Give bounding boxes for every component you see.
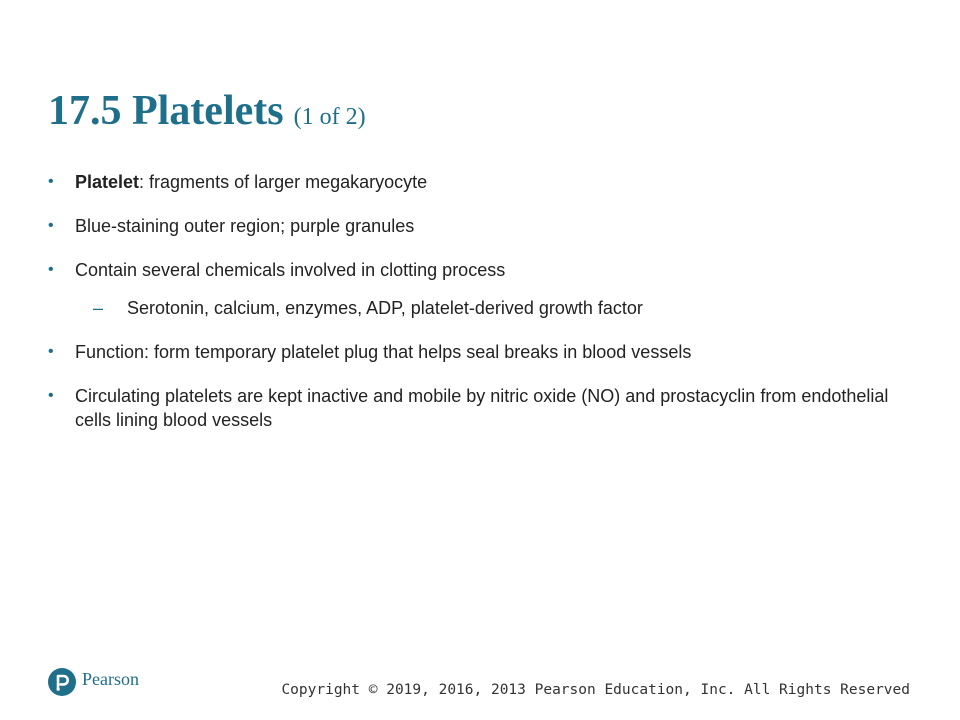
bullet-text: Contain several chemicals involved in clotting process — [75, 260, 506, 280]
sub-bullet-text: Serotonin, calcium, enzymes, ADP, platelet-derived growth factor — [127, 298, 643, 318]
pearson-p-logo-icon — [48, 668, 76, 696]
bullet-icon: • — [48, 387, 54, 404]
bullet-term: Platelet — [75, 172, 140, 192]
dash-icon: – — [93, 298, 104, 318]
bullet-icon: • — [48, 261, 54, 278]
bullet-icon: • — [48, 173, 54, 190]
bullet-icon: • — [48, 343, 54, 360]
bullet-text: Function: form temporary platelet plug that helps seal breaks in blood vessels — [75, 342, 692, 362]
slide-title-text: 17.5 Platelets — [48, 88, 284, 134]
bullet-item — [48, 258, 918, 282]
pearson-logo — [48, 668, 139, 696]
slide-title-suffix: (1 of 2) — [293, 104, 366, 130]
sub-bullet-item — [48, 296, 918, 320]
copyright-notice: Copyright © 2019, 2016, 2013 Pearson Education, Inc. All Rights Reserved — [281, 682, 910, 698]
bullet-icon: • — [48, 217, 54, 234]
bullet-item — [48, 170, 918, 194]
bullet-text: : fragments of larger megakaryocyte — [139, 172, 428, 192]
bullet-item — [48, 214, 918, 238]
bullet-item — [48, 384, 918, 432]
bullet-text: Circulating platelets are kept inactive and mobile by nitric oxide (NO) and prostacyclin from endothelial cells lining blood vessels — [75, 386, 889, 430]
bullet-item — [48, 340, 918, 364]
bullet-text: Blue-staining outer region; purple granules — [75, 216, 415, 236]
pearson-wordmark: Pearson — [82, 669, 139, 689]
bullet-list — [48, 170, 918, 452]
slide-title — [48, 86, 366, 142]
